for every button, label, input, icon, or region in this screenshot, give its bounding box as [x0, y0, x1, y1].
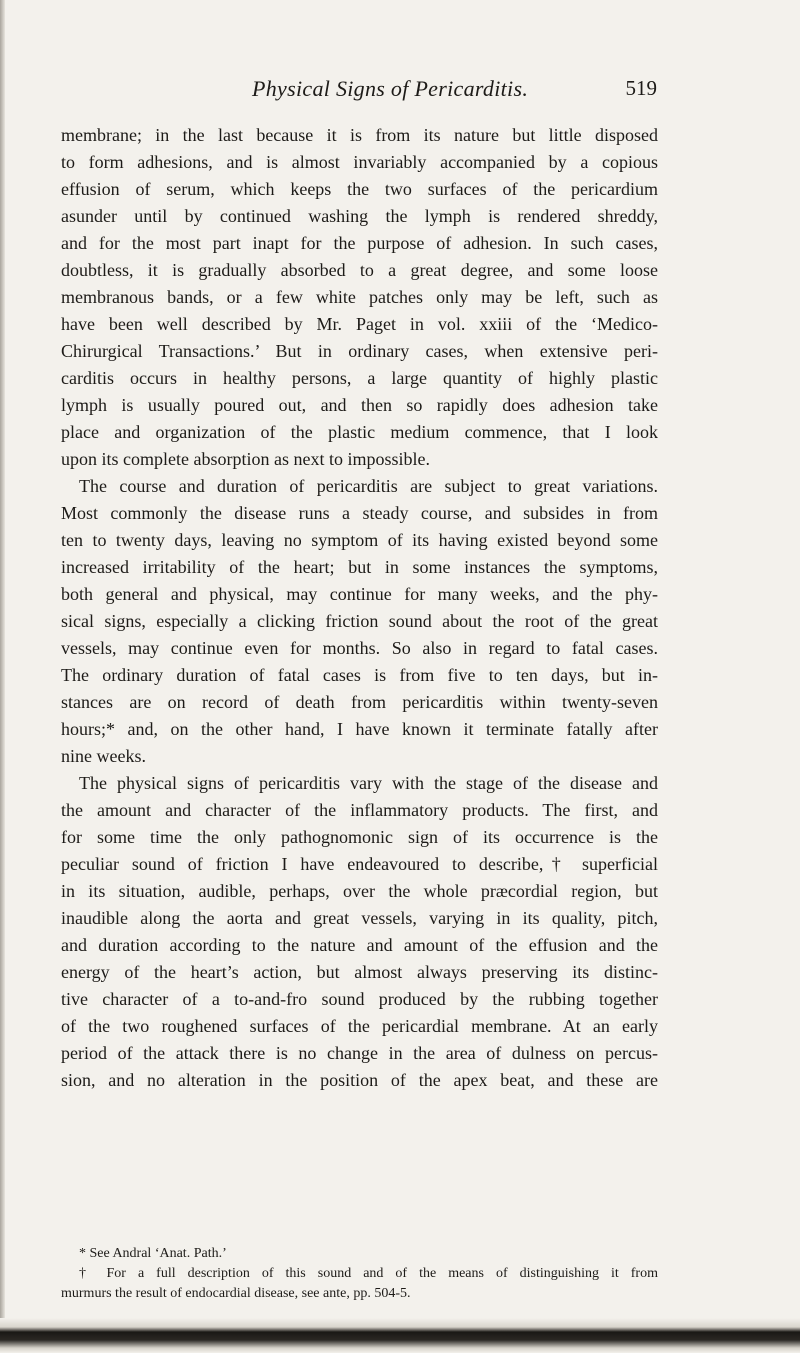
page-edge-shadow	[0, 0, 5, 1353]
text-line: period of the attack there is no change in the area of dulness on percus-	[61, 1043, 658, 1063]
text-line: effusion of serum, which keeps the two surfaces of the pericardium	[61, 179, 658, 199]
text-line: and for the most part inapt for the purpose of adhesion. In such cases,	[61, 233, 658, 253]
text-line: in its situation, audible, perhaps, over the whole præcordial region, but	[61, 881, 658, 901]
text-line: The course and duration of pericarditis are subject to great variations.	[79, 476, 658, 496]
running-head	[252, 76, 657, 106]
text-line: upon its complete absorption as next to impossible.	[61, 449, 430, 469]
text-line: hours;* and, on the other hand, I have known it terminate fatally after	[61, 719, 658, 739]
text-line: membranous bands, or a few white patches only may be left, such as	[61, 287, 658, 307]
text-line: to form adhesions, and is almost invariably accompanied by a copious	[61, 152, 658, 172]
body-text	[61, 122, 658, 1094]
text-line: The ordinary duration of fatal cases is from five to ten days, but in-	[61, 665, 658, 685]
text-line: peculiar sound of friction I have endeavoured to describe,† superficial	[61, 854, 658, 874]
text-line: ten to twenty days, leaving no symptom of its having existed beyond some	[61, 530, 658, 550]
footnote-line: † For a full description of this sound and of the means of distinguishing it from	[79, 1266, 658, 1281]
paragraph-course-and-duration	[61, 473, 658, 770]
page-number: 519	[625, 76, 657, 100]
text-line: sical signs, especially a clicking friction sound about the root of the great	[61, 611, 658, 631]
paragraph-physical-signs	[61, 770, 658, 1094]
text-line: vessels, may continue even for months. So also in regard to fatal cases.	[61, 638, 658, 658]
text-line: nine weeks.	[61, 746, 146, 766]
text-line: doubtless, it is gradually absorbed to a great degree, and some loose	[61, 260, 658, 280]
text-line: of the two roughened surfaces of the pericardial membrane. At an early	[61, 1016, 658, 1036]
text-line: for some time the only pathognomonic sign of its occurrence is the	[61, 827, 658, 847]
text-line: stances are on record of death from pericarditis within twenty-seven	[61, 692, 658, 712]
text-line: membrane; in the last because it is from its nature but little disposed	[61, 125, 658, 145]
scan-bottom-edge	[0, 1318, 800, 1353]
footnote-line: murmurs the result of endocardial disease, see ante, pp. 504-5.	[61, 1286, 411, 1301]
text-line: Most commonly the disease runs a steady course, and subsides in from	[61, 503, 658, 523]
footnotes	[61, 1244, 658, 1304]
text-line: energy of the heart’s action, but almost always preserving its distinc-	[61, 962, 658, 982]
text-line: carditis occurs in healthy persons, a large quantity of highly plastic	[61, 368, 658, 388]
text-line: and duration according to the nature and amount of the effusion and the	[61, 935, 658, 955]
running-title: Physical Signs of Pericarditis.	[252, 76, 529, 101]
paragraph-continuation	[61, 122, 658, 473]
text-line: both general and physical, may continue for many weeks, and the phy-	[61, 584, 658, 604]
text-line: Chirurgical Transactions.’ But in ordinary cases, when extensive peri-	[61, 341, 658, 361]
text-line: The physical signs of pericarditis vary with the stage of the disease and	[79, 773, 658, 793]
text-line: increased irritability of the heart; but in some instances the symptoms,	[61, 557, 658, 577]
text-line: the amount and character of the inflammatory products. The first, and	[61, 800, 658, 820]
footnote-line: * See Andral ‘Anat. Path.’	[79, 1246, 227, 1261]
text-line: tive character of a to-and-fro sound produced by the rubbing together	[61, 989, 658, 1009]
text-line: lymph is usually poured out, and then so rapidly does adhesion take	[61, 395, 658, 415]
text-line: asunder until by continued washing the lymph is rendered shreddy,	[61, 206, 658, 226]
text-line: place and organization of the plastic medium commence, that I look	[61, 422, 658, 442]
footnote-friction-sound	[61, 1264, 658, 1304]
text-line: sion, and no alteration in the position of the apex beat, and these are	[61, 1070, 658, 1090]
footnote-andral	[61, 1244, 658, 1264]
text-line: have been well described by Mr. Paget in vol. xxiii of the ‘Medico-	[61, 314, 658, 334]
text-line: inaudible along the aorta and great vessels, varying in its quality, pitch,	[61, 908, 658, 928]
